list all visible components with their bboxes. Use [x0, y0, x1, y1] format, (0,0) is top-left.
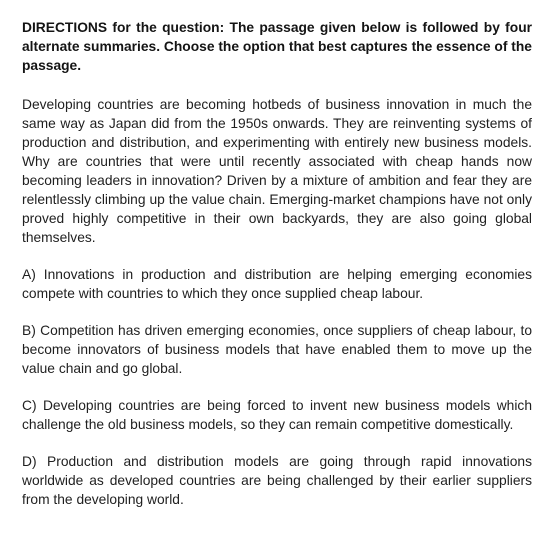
option-c[interactable]: C) Developing countries are being forced to invent new business models which challenge the old business models, so they can remain competitive domestically.	[22, 398, 532, 432]
passage-text: Developing countries are becoming hotbeds of business innovation in much the same way as Japan did from the 1950s onwards. They are reinventing systems of production and distribution, and experimenting with entirely new business models. Why are countries that were until recently associated with cheap hands now becoming leaders in innovation? Driven by a mixture of ambition and fear they are relentlessly climbing up the value chain. Emerging-market champions have not only proved highly competitive in their own backyards, they are also going global themselves.	[22, 97, 532, 245]
option-a[interactable]: A) Innovations in production and distribution are helping emerging economies compete with countries to which they once supplied cheap labour.	[22, 267, 532, 301]
option-d[interactable]: D) Production and distribution models are going through rapid innovations worldwide as developed countries are being challenged by their earlier suppliers from the developing world.	[22, 454, 532, 507]
directions-text: DIRECTIONS for the question: The passage given below is followed by four alternate summaries. Choose the option that best captures the essence of the passage.	[22, 20, 532, 73]
answer-options	[22, 265, 532, 509]
option-b[interactable]: B) Competition has driven emerging economies, once suppliers of cheap labour, to become innovators of business models that have enabled them to move up the value chain and go global.	[22, 323, 532, 376]
